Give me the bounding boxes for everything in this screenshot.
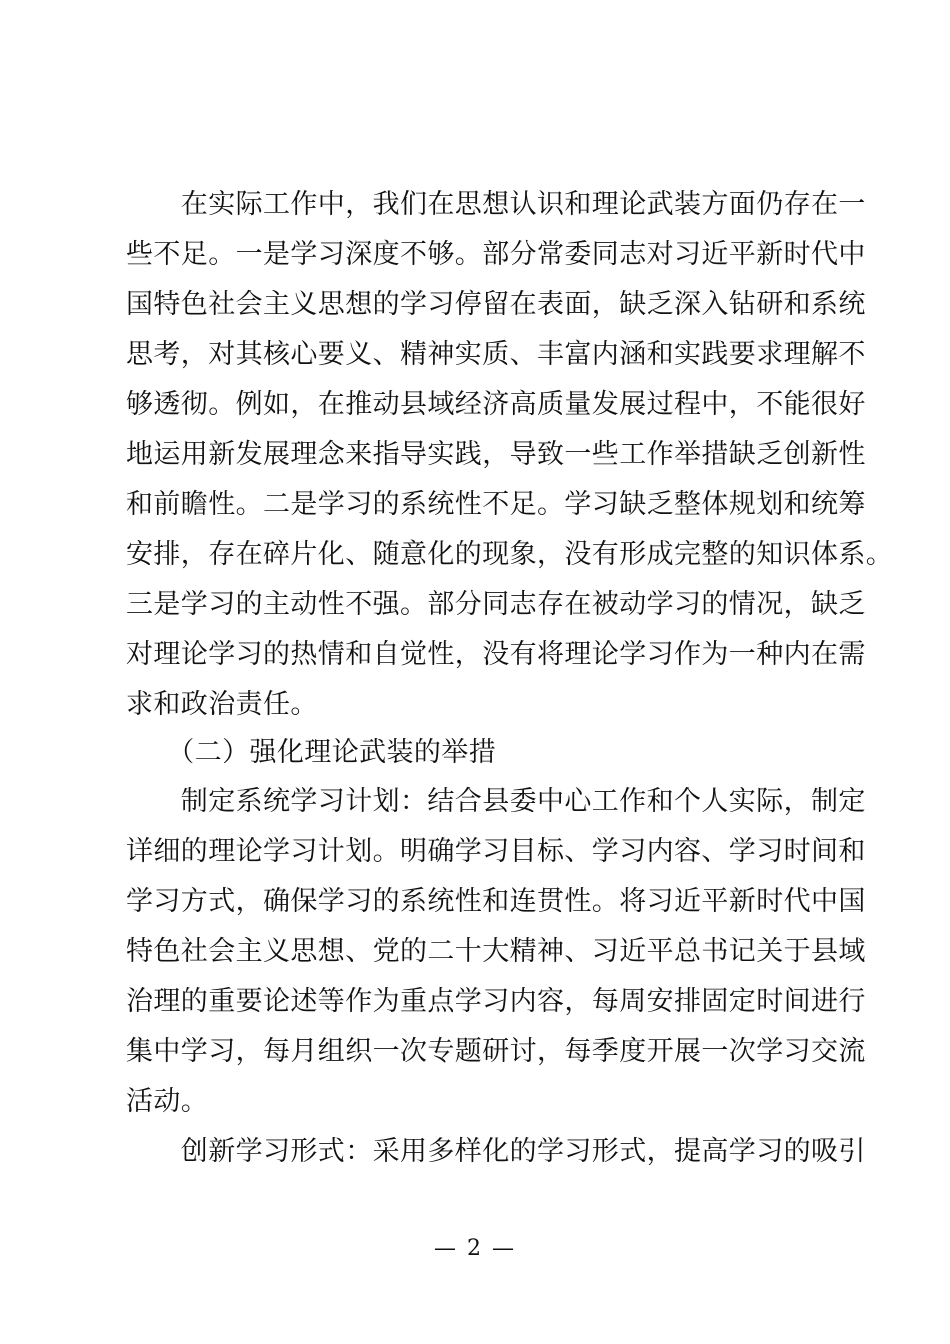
- paragraph-line: 在实际工作中，我们在思想认识和理论武装方面仍存在一: [126, 189, 866, 220]
- paragraph-line: 特色社会主义思想、党的二十大精神、习近平总书记关于县域: [126, 936, 866, 967]
- paragraph-line: 够透彻。例如，在推动县域经济高质量发展过程中，不能很好: [126, 389, 866, 420]
- paragraph-line: 和前瞻性。二是学习的系统性不足。学习缺乏整体规划和统筹: [126, 489, 866, 520]
- page-number: — 2 —: [434, 1236, 516, 1261]
- paragraph-line: 集中学习，每月组织一次专题研讨，每季度开展一次学习交流: [126, 1036, 866, 1067]
- section-heading: （二）强化理论武装的举措: [126, 737, 497, 768]
- paragraph-line: 求和政治责任。: [126, 689, 318, 720]
- paragraph-line: 学习方式，确保学习的系统性和连贯性。将习近平新时代中国: [126, 886, 866, 917]
- paragraph-line: 活动。: [126, 1086, 209, 1117]
- paragraph-line: 安排，存在碎片化、随意化的现象，没有形成完整的知识体系。: [126, 539, 894, 570]
- paragraph-line: 些不足。一是学习深度不够。部分常委同志对习近平新时代中: [126, 239, 866, 270]
- paragraph-line: 治理的重要论述等作为重点学习内容，每周安排固定时间进行: [126, 986, 866, 1017]
- paragraph-line: 思考，对其核心要义、精神实质、丰富内涵和实践要求理解不: [126, 339, 866, 370]
- paragraph-line: 对理论学习的热情和自觉性，没有将理论学习作为一种内在需: [126, 639, 866, 670]
- paragraph-line: 制定系统学习计划：结合县委中心工作和个人实际，制定: [126, 786, 866, 817]
- paragraph-line: 地运用新发展理念来指导实践，导致一些工作举措缺乏创新性: [126, 439, 866, 470]
- paragraph-line: 三是学习的主动性不强。部分同志存在被动学习的情况，缺乏: [126, 589, 866, 620]
- paragraph-line: 国特色社会主义思想的学习停留在表面，缺乏深入钻研和系统: [126, 289, 866, 320]
- paragraph-line: 创新学习形式：采用多样化的学习形式，提高学习的吸引: [126, 1136, 866, 1167]
- paragraph-line: 详细的理论学习计划。明确学习目标、学习内容、学习时间和: [126, 836, 866, 867]
